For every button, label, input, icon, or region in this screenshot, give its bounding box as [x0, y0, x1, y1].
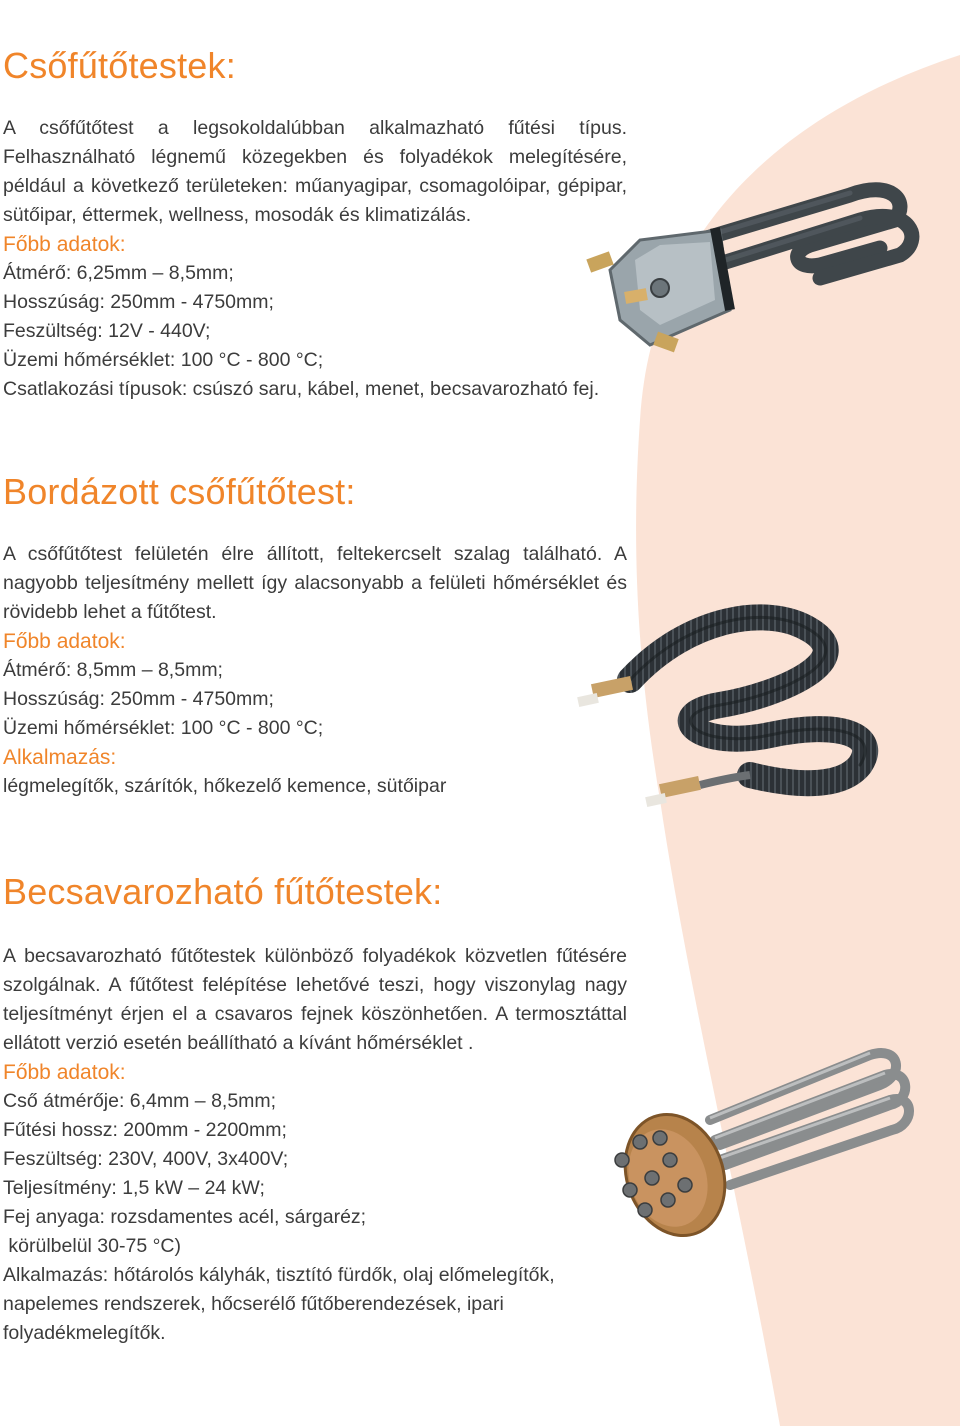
- spec-line: Üzemi hőmérséklet: 100 °C - 800 °C;: [3, 349, 324, 371]
- spec-line: Fűtési hossz: 200mm - 2200mm;: [3, 1119, 287, 1141]
- spec-line: Fej anyaga: rozsdamentes acél, sárgaréz;: [3, 1206, 367, 1228]
- section-finned-heater: [3, 470, 627, 801]
- spec-heading: Főbb adatok:: [3, 1061, 126, 1084]
- spec-line: Csatlakozási típusok: csúszó saru, kábel, menet, becsavarozható fej.: [3, 378, 600, 400]
- section-title: Bordázott csőfűtőtest:: [3, 471, 356, 512]
- tubular-heater-photo: [580, 160, 920, 390]
- spec-line: Üzemi hőmérséklet: 100 °C - 800 °C;: [3, 717, 324, 739]
- spec-line: Hosszúság: 250mm - 4750mm;: [3, 688, 274, 710]
- spec-line: Átmérő: 8,5mm – 8,5mm;: [3, 659, 223, 681]
- spec-line: Hosszúság: 250mm - 4750mm;: [3, 291, 274, 313]
- spec-heading: Főbb adatok:: [3, 630, 126, 653]
- section-intro: A csőfűtőtest a legsokoldalúbban alkalmazható fűtési típus. Felhasználható légnemű közegekben és folyadékok melegítésére, például a következő területeken: műanyagipar, csomagolóipar, gépipar, sütőipar, éttermek, wellness, mosodák és klimatizálás.: [3, 117, 627, 226]
- section-tubular-heaters: [3, 44, 627, 404]
- spec-line: körülbelül 30-75 °C): [3, 1235, 181, 1257]
- spec-line: Átmérő: 6,25mm – 8,5mm;: [3, 262, 234, 284]
- screw-in-heater-photo: [600, 1010, 930, 1260]
- application-text: légmelegítők, szárítók, hőkezelő kemence, sütőipar: [3, 775, 447, 797]
- spec-line: Feszültség: 12V - 440V;: [3, 320, 211, 342]
- application-text: Alkalmazás: hőtárolós kályhák, tisztító fürdők, olaj előmelegítők, napelemes rendszerek, hőcserélő fűtőberendezések, ipari folyadékmelegítők.: [3, 1264, 555, 1344]
- spec-line: Feszültség: 230V, 400V, 3x400V;: [3, 1148, 289, 1170]
- spec-line: Teljesítmény: 1,5 kW – 24 kW;: [3, 1177, 265, 1199]
- spec-heading: Főbb adatok:: [3, 233, 126, 256]
- section-title: Csőfűtőtestek:: [3, 45, 236, 86]
- application-heading: Alkalmazás:: [3, 746, 117, 769]
- spec-line: Cső átmérője: 6,4mm – 8,5mm;: [3, 1090, 277, 1112]
- section-screw-in-heaters: [3, 870, 627, 1348]
- section-title: Becsavarozható fűtőtestek:: [3, 871, 443, 912]
- section-intro: A csőfűtőtest felületén élre állított, feltekercselt szalag található. A nagyobb teljesítmény mellett így alacsonyabb a felületi hőmérséklet és rövidebb lehet a fűtőtest.: [3, 543, 627, 623]
- section-intro: A becsavarozható fűtőtestek különböző folyadékok közvetlen fűtésére szolgálnak. A fűtőtest felépítése lehetővé teszi, hogy viszonylag nagy teljesítményt érjen el a csavaros fejnek köszönhetően. A termosztáttal ellátott verzió esetén beállítható a kívánt hőmérséklet .: [3, 945, 627, 1054]
